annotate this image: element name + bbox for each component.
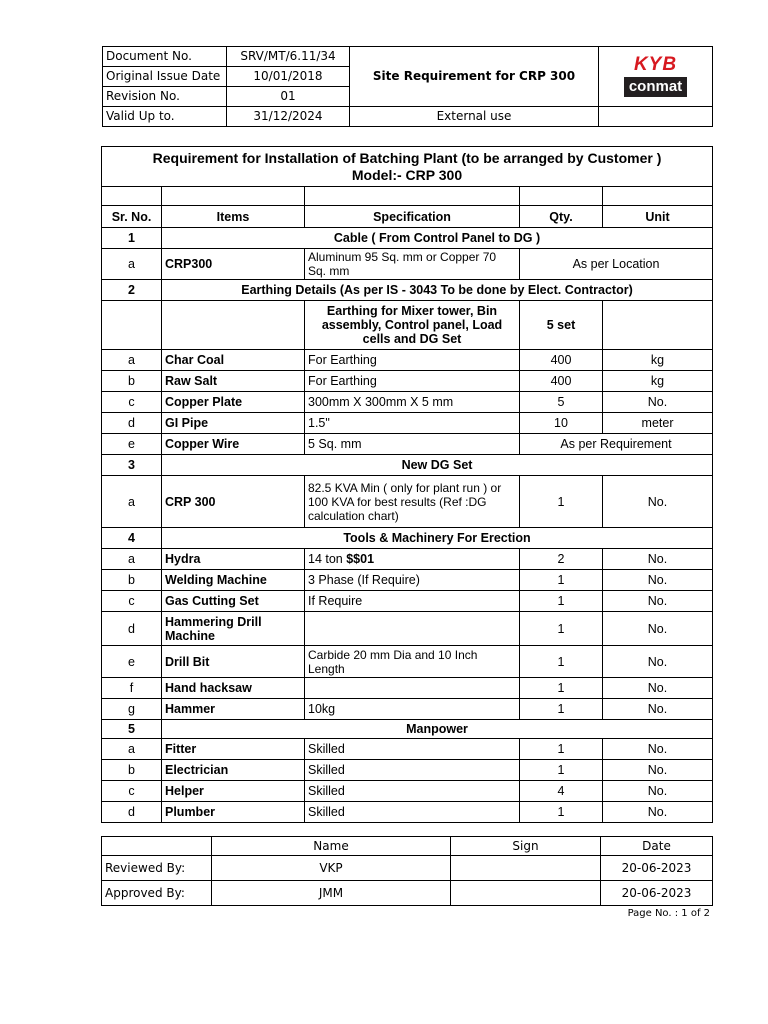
name-header: Name bbox=[212, 837, 451, 856]
doc-no-value: SRV/MT/6.11/34 bbox=[227, 47, 350, 67]
row-qty: 400 bbox=[520, 350, 603, 371]
section-number: 5 bbox=[102, 720, 162, 739]
company-logo bbox=[599, 47, 713, 107]
page-number: Page No. : 1 of 2 bbox=[627, 908, 710, 919]
row-item: Hammering Drill Machine bbox=[162, 612, 305, 646]
row-item: Hydra bbox=[162, 549, 305, 570]
row-qty: 5 bbox=[520, 392, 603, 413]
row-sr: g bbox=[102, 699, 162, 720]
row-sr: b bbox=[102, 760, 162, 781]
row-qty: 1 bbox=[520, 570, 603, 591]
row-spec: 5 Sq. mm bbox=[305, 434, 520, 455]
reviewed-name: VKP bbox=[212, 856, 451, 881]
row-unit: No. bbox=[603, 549, 713, 570]
row-sr: e bbox=[102, 434, 162, 455]
approved-date: 20-06-2023 bbox=[601, 881, 713, 906]
row-qty: 1 bbox=[520, 739, 603, 760]
section-title: Tools & Machinery For Erection bbox=[162, 528, 713, 549]
row-item: Char Coal bbox=[162, 350, 305, 371]
row-qty: 1 bbox=[520, 802, 603, 823]
row-item: GI Pipe bbox=[162, 413, 305, 434]
row-unit: kg bbox=[603, 371, 713, 392]
col-sr-header: Sr. No. bbox=[102, 206, 162, 228]
row-sr: a bbox=[102, 476, 162, 528]
table-row bbox=[102, 739, 713, 760]
valid-label: Valid Up to. bbox=[103, 107, 227, 127]
conmat-logo: conmat bbox=[624, 77, 687, 97]
table-row bbox=[102, 434, 713, 455]
row-sr: f bbox=[102, 678, 162, 699]
row-sr: a bbox=[102, 739, 162, 760]
row-unit: No. bbox=[603, 678, 713, 699]
signoff-table bbox=[101, 836, 713, 906]
row-spec: Skilled bbox=[305, 802, 520, 823]
row-item: Raw Salt bbox=[162, 371, 305, 392]
section-title: Manpower bbox=[162, 720, 713, 739]
row-qty: 10 bbox=[520, 413, 603, 434]
row-item: Drill Bit bbox=[162, 646, 305, 678]
table-row bbox=[102, 549, 713, 570]
section-title: Cable ( From Control Panel to DG ) bbox=[162, 228, 713, 249]
row-spec: 10kg bbox=[305, 699, 520, 720]
row-item: Hand hacksaw bbox=[162, 678, 305, 699]
row-spec bbox=[305, 678, 520, 699]
col-qty-header: Qty. bbox=[520, 206, 603, 228]
row-sr: d bbox=[102, 802, 162, 823]
row-unit: kg bbox=[603, 350, 713, 371]
row-unit: No. bbox=[603, 476, 713, 528]
row-item: Fitter bbox=[162, 739, 305, 760]
row-spec: 82.5 KVA Min ( only for plant run ) or 100 KVA for best results (Ref :DG calculation chart) bbox=[305, 476, 520, 528]
row-sr: e bbox=[102, 646, 162, 678]
table-row bbox=[102, 802, 713, 823]
row-unit: No. bbox=[603, 612, 713, 646]
row-qty: 400 bbox=[520, 371, 603, 392]
row-item: Plumber bbox=[162, 802, 305, 823]
row-qty: 2 bbox=[520, 549, 603, 570]
signoff-empty-cell bbox=[102, 837, 212, 856]
table-row bbox=[102, 392, 713, 413]
table-row bbox=[102, 678, 713, 699]
kyb-logo: KYB bbox=[633, 54, 678, 75]
col-spec-header: Specification bbox=[305, 206, 520, 228]
section-number: 2 bbox=[102, 280, 162, 301]
doc-no-label: Document No. bbox=[103, 47, 227, 67]
row-qty: 1 bbox=[520, 612, 603, 646]
spec-text: 14 ton bbox=[308, 552, 347, 566]
row-unit: No. bbox=[603, 699, 713, 720]
row-item: Electrician bbox=[162, 760, 305, 781]
approved-sign bbox=[451, 881, 601, 906]
reviewed-sign bbox=[451, 856, 601, 881]
row-spec: Skilled bbox=[305, 739, 520, 760]
section-number: 1 bbox=[102, 228, 162, 249]
row-qty-unit: As per Location bbox=[520, 249, 713, 280]
table-row bbox=[102, 646, 713, 678]
row-sr: d bbox=[102, 612, 162, 646]
row-qty: 1 bbox=[520, 760, 603, 781]
row-spec: 3 Phase (If Require) bbox=[305, 570, 520, 591]
revision-value: 01 bbox=[227, 87, 350, 107]
table-row bbox=[102, 760, 713, 781]
row-unit: No. bbox=[603, 570, 713, 591]
spec-bold-text: $$01 bbox=[346, 552, 375, 566]
table-row bbox=[102, 413, 713, 434]
section-number: 4 bbox=[102, 528, 162, 549]
reviewed-label: Reviewed By: bbox=[102, 856, 212, 881]
table-row bbox=[102, 781, 713, 802]
row-unit: No. bbox=[603, 760, 713, 781]
table-row bbox=[102, 249, 713, 280]
row-sr: a bbox=[102, 249, 162, 280]
row-spec: 300mm X 300mm X 5 mm bbox=[305, 392, 520, 413]
document-title: Site Requirement for CRP 300 bbox=[350, 47, 599, 107]
table-row bbox=[102, 350, 713, 371]
row-unit: No. bbox=[603, 739, 713, 760]
col-unit-header: Unit bbox=[603, 206, 713, 228]
row-spec: For Earthing bbox=[305, 350, 520, 371]
row-spec: 1.5" bbox=[305, 413, 520, 434]
row-spec: Carbide 20 mm Dia and 10 Inch Length bbox=[305, 646, 520, 678]
row-item: Helper bbox=[162, 781, 305, 802]
approved-name: JMM bbox=[212, 881, 451, 906]
table-row bbox=[102, 612, 713, 646]
row-unit: No. bbox=[603, 646, 713, 678]
revision-label: Revision No. bbox=[103, 87, 227, 107]
row-sr: c bbox=[102, 392, 162, 413]
row-spec bbox=[305, 612, 520, 646]
row-sr: a bbox=[102, 549, 162, 570]
row-item: CRP300 bbox=[162, 249, 305, 280]
row-unit: No. bbox=[603, 781, 713, 802]
earthing-qty: 5 set bbox=[520, 301, 603, 350]
col-items-header: Items bbox=[162, 206, 305, 228]
row-qty: 1 bbox=[520, 646, 603, 678]
row-unit: meter bbox=[603, 413, 713, 434]
title-line-1: Requirement for Installation of Batching Plant (to be arranged by Customer ) bbox=[152, 149, 662, 166]
table-row bbox=[102, 699, 713, 720]
row-item: Copper Wire bbox=[162, 434, 305, 455]
section-title: Earthing Details (As per IS - 3043 To be done by Elect. Contractor) bbox=[162, 280, 713, 301]
row-item: Gas Cutting Set bbox=[162, 591, 305, 612]
row-item: Welding Machine bbox=[162, 570, 305, 591]
row-qty: 1 bbox=[520, 678, 603, 699]
table-title bbox=[102, 147, 713, 187]
row-unit: No. bbox=[603, 802, 713, 823]
row-item: CRP 300 bbox=[162, 476, 305, 528]
approved-label: Approved By: bbox=[102, 881, 212, 906]
row-sr: a bbox=[102, 350, 162, 371]
table-row bbox=[102, 570, 713, 591]
table-row bbox=[102, 591, 713, 612]
row-sr: d bbox=[102, 413, 162, 434]
row-sr: b bbox=[102, 570, 162, 591]
row-sr: c bbox=[102, 781, 162, 802]
row-spec: Aluminum 95 Sq. mm or Copper 70 Sq. mm bbox=[305, 249, 520, 280]
row-item: Hammer bbox=[162, 699, 305, 720]
row-sr: b bbox=[102, 371, 162, 392]
empty-cell bbox=[599, 107, 713, 127]
row-spec: For Earthing bbox=[305, 371, 520, 392]
table-row bbox=[102, 476, 713, 528]
row-qty-unit: As per Requirement bbox=[520, 434, 713, 455]
section-number: 3 bbox=[102, 455, 162, 476]
row-unit: No. bbox=[603, 591, 713, 612]
row-unit: No. bbox=[603, 392, 713, 413]
row-qty: 1 bbox=[520, 591, 603, 612]
table-row bbox=[102, 371, 713, 392]
date-header: Date bbox=[601, 837, 713, 856]
row-qty: 4 bbox=[520, 781, 603, 802]
document-header bbox=[102, 46, 713, 127]
issue-date-value: 10/01/2018 bbox=[227, 67, 350, 87]
row-qty: 1 bbox=[520, 476, 603, 528]
row-spec: Skilled bbox=[305, 781, 520, 802]
requirement-table bbox=[101, 146, 713, 823]
issue-date-label: Original Issue Date bbox=[103, 67, 227, 87]
row-item: Copper Plate bbox=[162, 392, 305, 413]
title-line-2: Model:- CRP 300 bbox=[351, 166, 463, 183]
row-spec bbox=[305, 549, 520, 570]
row-qty: 1 bbox=[520, 699, 603, 720]
section-title: New DG Set bbox=[162, 455, 713, 476]
earthing-spec: Earthing for Mixer tower, Bin assembly, Control panel, Load cells and DG Set bbox=[305, 301, 520, 350]
sign-header: Sign bbox=[451, 837, 601, 856]
row-spec: If Require bbox=[305, 591, 520, 612]
row-sr: c bbox=[102, 591, 162, 612]
valid-value: 31/12/2024 bbox=[227, 107, 350, 127]
usage-label: External use bbox=[350, 107, 599, 127]
reviewed-date: 20-06-2023 bbox=[601, 856, 713, 881]
row-spec: Skilled bbox=[305, 760, 520, 781]
